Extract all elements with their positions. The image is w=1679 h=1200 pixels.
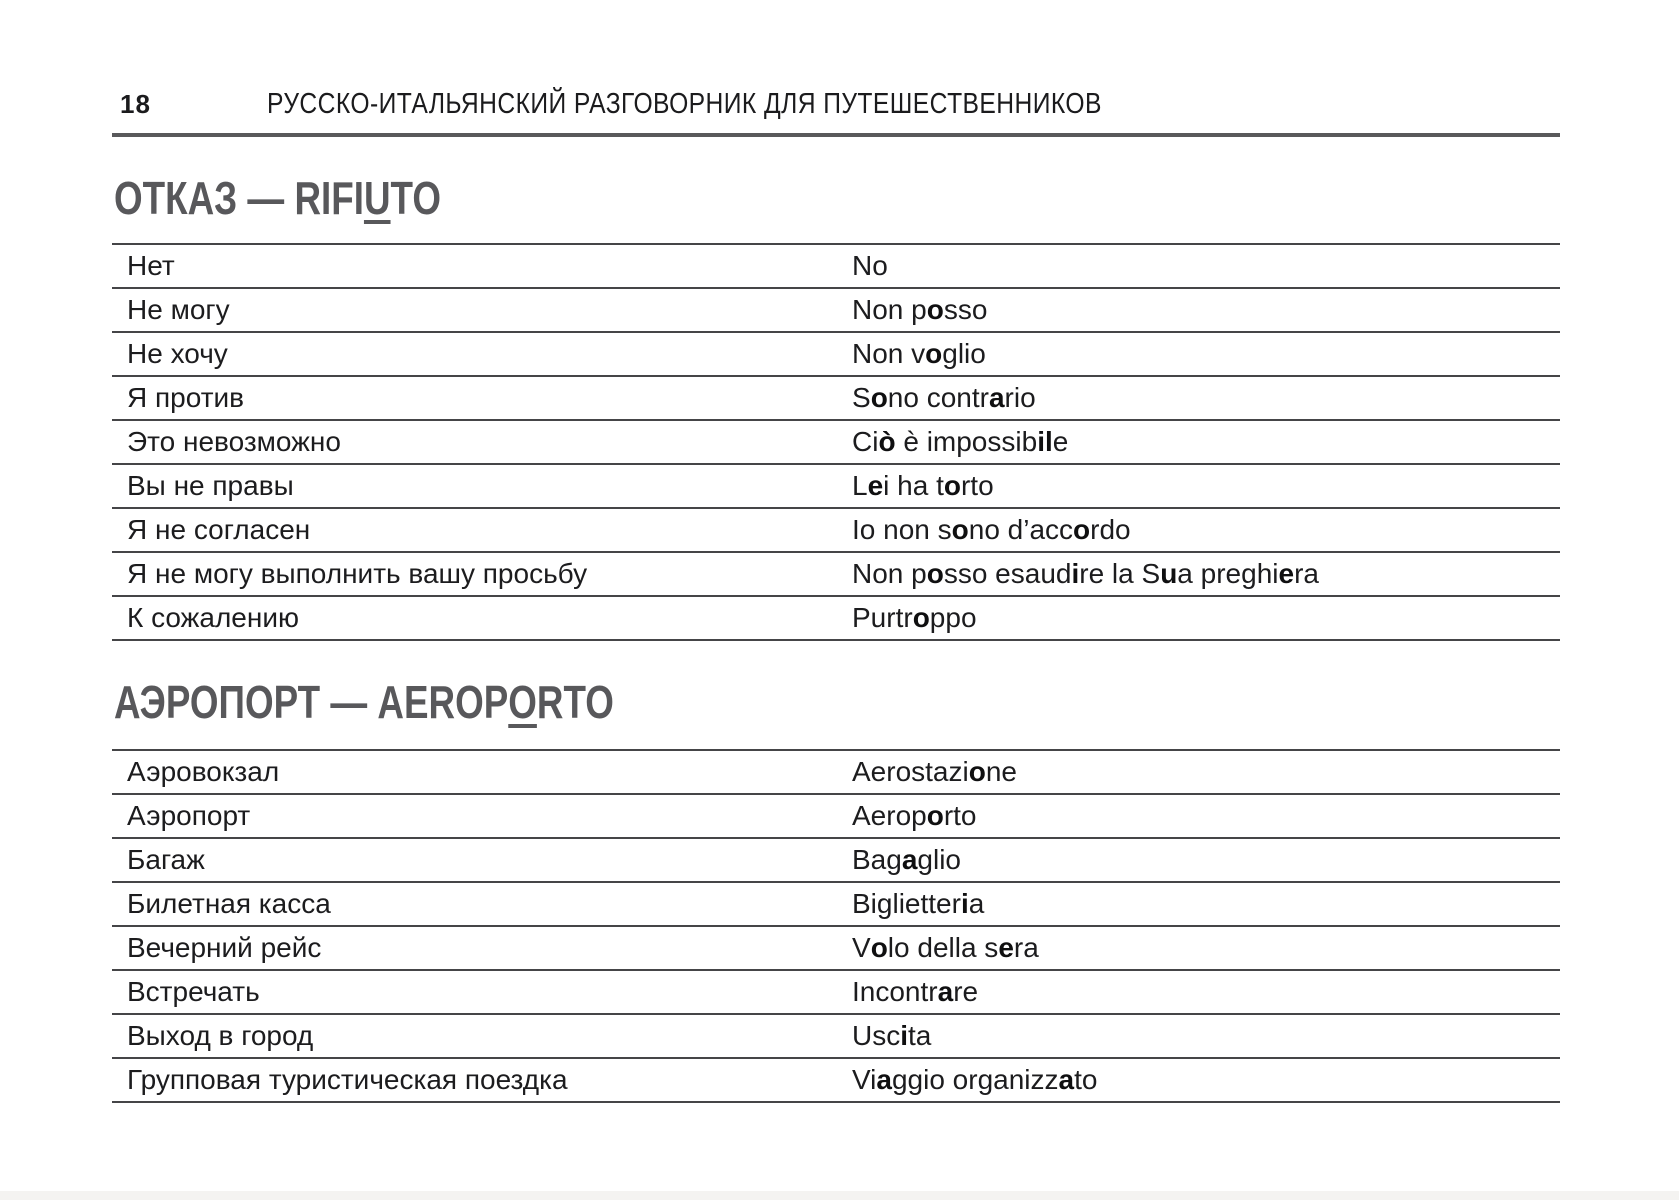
page-number: 18 bbox=[120, 89, 151, 119]
italian-phrase: Uscita bbox=[852, 1020, 932, 1051]
phrase-section-rifiuto bbox=[112, 172, 1560, 641]
phrase-table bbox=[112, 749, 1560, 1103]
russian-phrase: Вечерний рейс bbox=[127, 932, 322, 963]
italian-phrase: Aeroporto bbox=[852, 800, 977, 831]
sections-host bbox=[112, 172, 1560, 1103]
italian-phrase: Ciò è impossibile bbox=[852, 426, 1069, 457]
section-title: ОТКАЗ — RIFIUTO bbox=[114, 172, 441, 224]
table-row bbox=[112, 245, 1560, 289]
table-row bbox=[112, 377, 1560, 421]
table-row bbox=[112, 553, 1560, 597]
russian-phrase: Вы не правы bbox=[127, 470, 294, 501]
russian-phrase: Билетная касса bbox=[127, 888, 331, 919]
italian-phrase: No bbox=[852, 250, 888, 281]
table-row bbox=[112, 971, 1560, 1015]
phrase-section-aeroporto bbox=[112, 676, 1560, 1103]
table-row bbox=[112, 289, 1560, 333]
italian-phrase: Biglietteria bbox=[852, 888, 985, 919]
table-row bbox=[112, 927, 1560, 971]
italian-phrase: Non posso esaudire la Sua preghiera bbox=[852, 558, 1319, 589]
russian-phrase: К сожалению bbox=[127, 602, 299, 633]
italian-phrase: Io non sono d’accordo bbox=[852, 514, 1131, 545]
italian-phrase: Lei ha torto bbox=[852, 470, 994, 501]
table-row bbox=[112, 1015, 1560, 1059]
table-row bbox=[112, 597, 1560, 641]
table-row bbox=[112, 751, 1560, 795]
table-row bbox=[112, 465, 1560, 509]
table-row bbox=[112, 1059, 1560, 1103]
italian-phrase: Non posso bbox=[852, 294, 988, 325]
russian-phrase: Нет bbox=[127, 250, 175, 281]
table-row bbox=[112, 883, 1560, 927]
russian-phrase: Я не могу выполнить вашу просьбу bbox=[127, 558, 588, 589]
russian-phrase: Аэропорт bbox=[127, 800, 251, 831]
italian-phrase: Bagaglio bbox=[852, 844, 961, 875]
section-title: АЭРОПОРТ — AEROPORTO bbox=[114, 676, 614, 728]
italian-phrase: Viaggio organizzato bbox=[852, 1064, 1098, 1095]
russian-phrase: Групповая туристическая поездка bbox=[127, 1064, 568, 1095]
page-content bbox=[112, 0, 1560, 1103]
russian-phrase: Аэровокзал bbox=[127, 756, 280, 787]
table-row bbox=[112, 421, 1560, 465]
running-title: РУССКО-ИТАЛЬЯНСКИЙ РАЗГОВОРНИК ДЛЯ ПУТЕШЕСТВЕННИКОВ bbox=[266, 88, 1102, 120]
phrase-table bbox=[112, 243, 1560, 641]
russian-phrase: Не могу bbox=[127, 294, 230, 325]
russian-phrase: Багаж bbox=[127, 844, 205, 875]
russian-phrase: Выход в город bbox=[127, 1020, 314, 1051]
italian-phrase: Non voglio bbox=[852, 338, 986, 369]
italian-phrase: Aerostazione bbox=[852, 756, 1017, 787]
table-row bbox=[112, 333, 1560, 377]
italian-phrase: Incontrare bbox=[852, 976, 979, 1007]
table-row bbox=[112, 509, 1560, 553]
table-row bbox=[112, 795, 1560, 839]
italian-phrase: Volo della sera bbox=[852, 932, 1039, 963]
table-row bbox=[112, 839, 1560, 883]
page-bottom-edge bbox=[0, 1191, 1679, 1200]
italian-phrase: Sono contrario bbox=[852, 382, 1036, 413]
italian-phrase: Purtroppo bbox=[852, 602, 977, 633]
russian-phrase: Встречать bbox=[127, 976, 260, 1007]
russian-phrase: Я не согласен bbox=[127, 514, 311, 545]
russian-phrase: Это невозможно bbox=[127, 426, 341, 457]
russian-phrase: Не хочу bbox=[127, 338, 228, 369]
running-header bbox=[112, 88, 1560, 137]
russian-phrase: Я против bbox=[127, 382, 245, 413]
